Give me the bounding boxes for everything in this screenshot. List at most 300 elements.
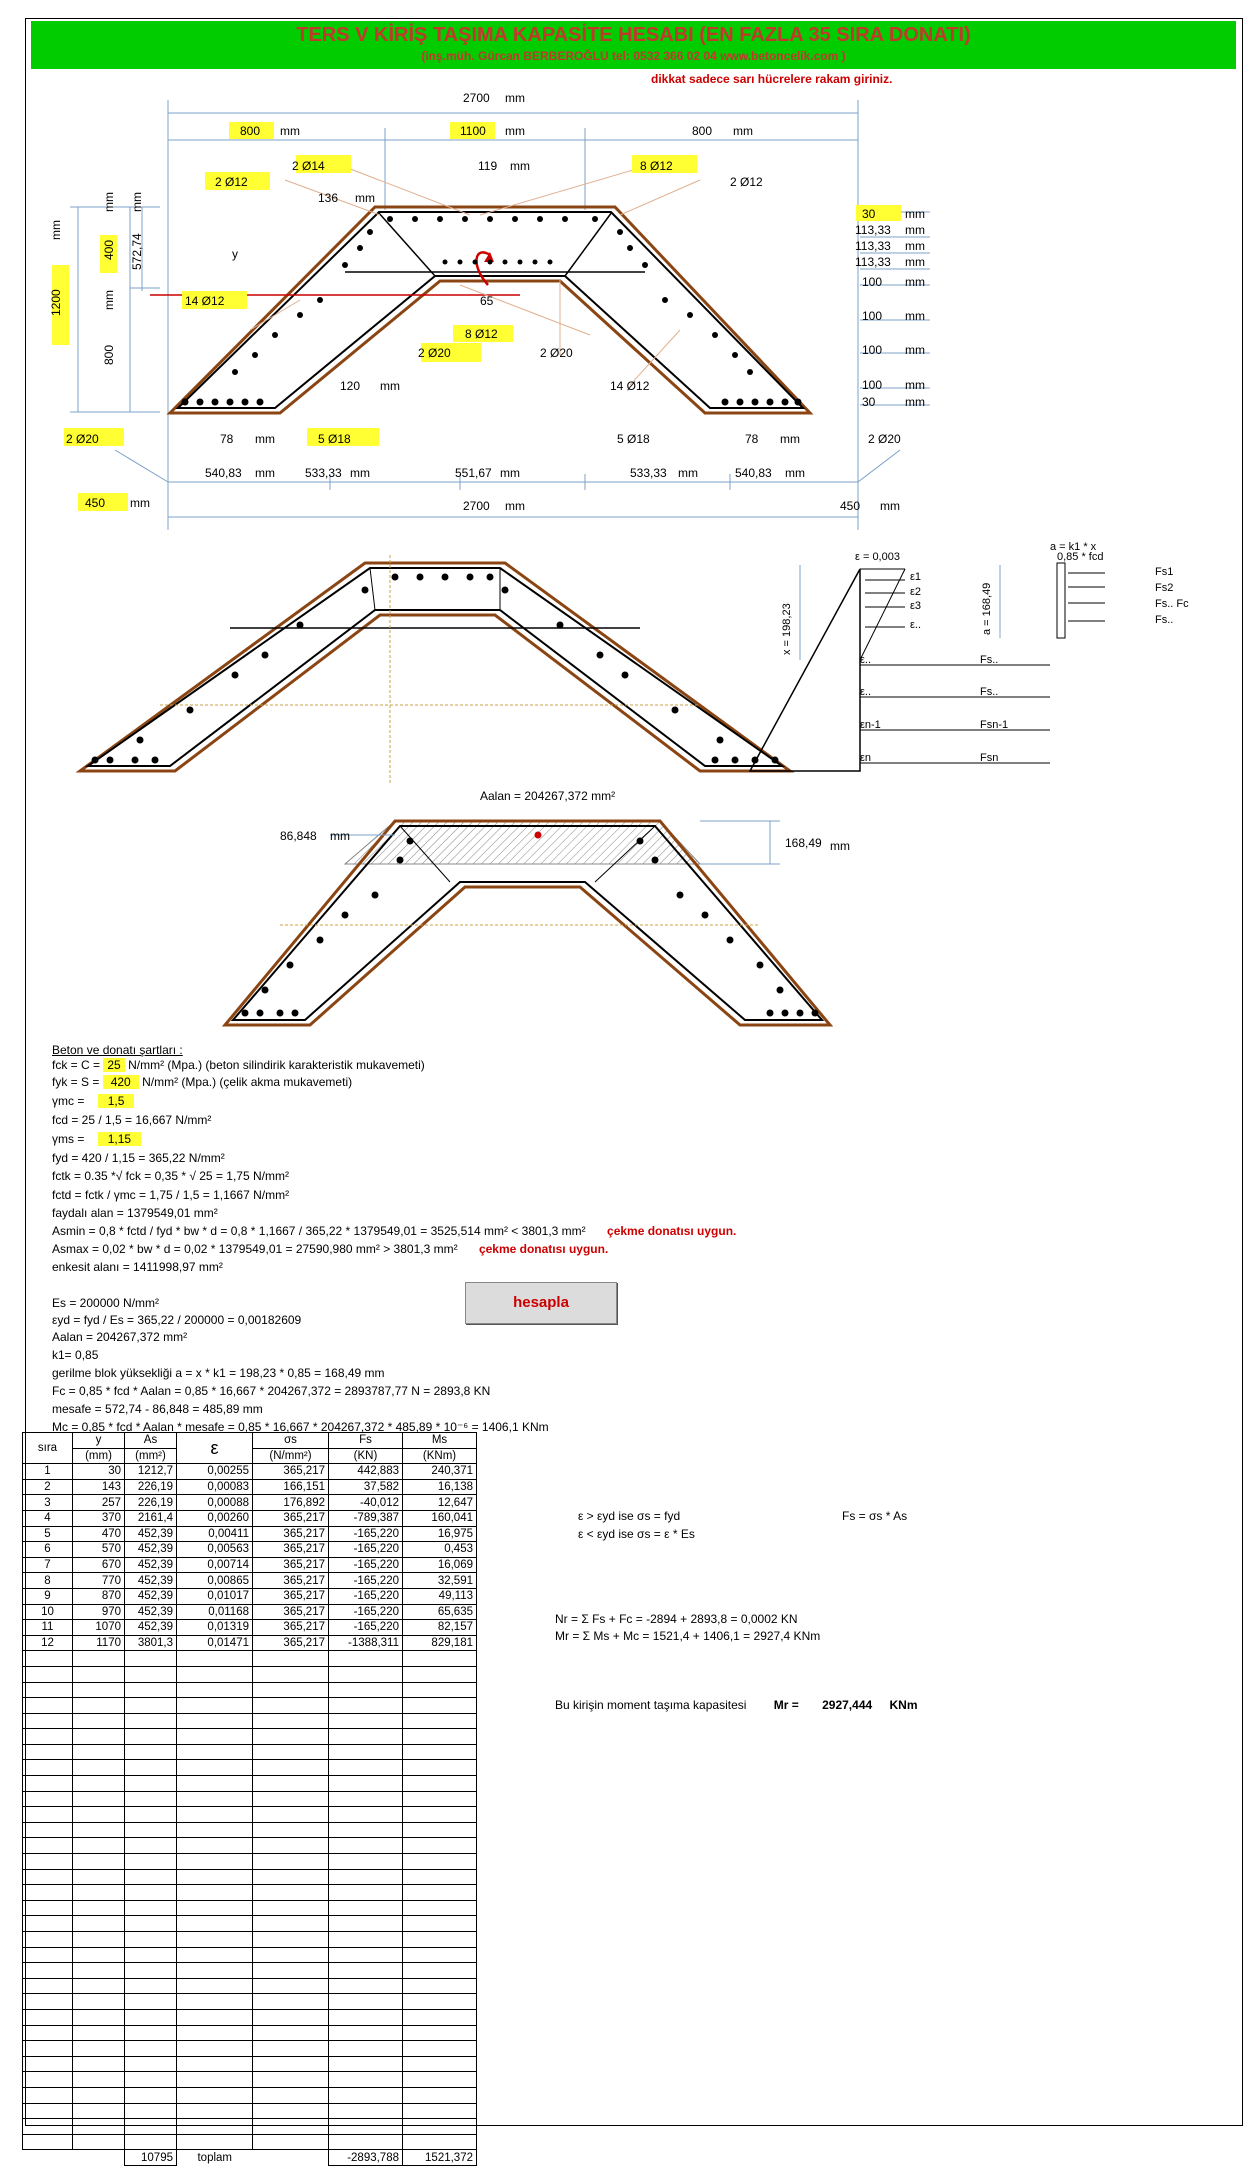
- table-cell: [23, 1885, 73, 1901]
- table-cell: [23, 1666, 73, 1682]
- table-cell: 0,00411: [177, 1526, 253, 1542]
- eyd-row: εyd = fyd / Es = 365,22 / 200000 = 0,00182609: [52, 1313, 302, 1327]
- dim-78b: 78: [745, 432, 759, 446]
- unit-label: mm: [505, 499, 525, 513]
- dim-mid-width: 1100: [460, 124, 486, 138]
- table-cell: -165,220: [329, 1620, 403, 1636]
- fc-row: Fc = 0,85 * fcd * Aalan = 0,85 * 16,667 * 204267,372 = 2893787,77 N = 2893,8 KN: [52, 1384, 491, 1398]
- table-cell: [23, 1978, 73, 1994]
- table-row: [23, 1588, 477, 1604]
- table-cell: [73, 1869, 125, 1885]
- table-cell: [329, 2025, 403, 2041]
- table-cell: 570: [73, 1542, 125, 1558]
- table-cell: 452,39: [125, 1588, 177, 1604]
- force-fsdots: Fs..: [1155, 614, 1174, 626]
- table-cell: [403, 2009, 477, 2025]
- page-title: TERS V KİRİŞ TAŞIMA KAPASİTE HESABI (EN FAZLA 35 SIRA DONATI): [296, 24, 971, 46]
- eps-dots3: ε..: [860, 686, 872, 698]
- unit-y: (mm): [73, 1448, 125, 1464]
- table-row: [23, 1542, 477, 1558]
- table-cell: [73, 1791, 125, 1807]
- table-cell: [125, 1729, 177, 1745]
- table-cell: 1070: [73, 1620, 125, 1636]
- eps-dots2: ε..: [860, 654, 872, 666]
- table-cell: [125, 2056, 177, 2072]
- table-cell: [125, 1869, 177, 1885]
- table-row: [23, 1807, 477, 1823]
- table-cell: [125, 1682, 177, 1698]
- table-cell: [403, 1900, 477, 1916]
- table-cell: 365,217: [253, 1604, 329, 1620]
- label-bottom-left-bars: 2 Ø20: [66, 432, 99, 446]
- table-cell: [23, 2103, 73, 2119]
- table-cell: 11: [23, 1620, 73, 1636]
- total-label: toplam: [197, 2151, 233, 2164]
- label-web-bars: 14 Ø12: [185, 294, 225, 308]
- table-cell: [253, 1682, 329, 1698]
- label-d20b: 2 Ø20: [540, 346, 573, 360]
- table-row: [23, 1729, 477, 1745]
- force-fsn1: Fsn-1: [980, 719, 1009, 731]
- table-cell: [253, 1760, 329, 1776]
- label-eps: ε = 0,003: [855, 551, 900, 563]
- fyk-input[interactable]: 420: [103, 1075, 139, 1089]
- table-cell: [253, 1791, 329, 1807]
- table-cell: [125, 1916, 177, 1932]
- table-cell: [253, 1838, 329, 1854]
- label-x: x = 198,23: [781, 603, 793, 655]
- table-cell: [403, 2103, 477, 2119]
- table-cell: [403, 2056, 477, 2072]
- asmin-row: [52, 1224, 736, 1238]
- label-top-bar-left2: 2 Ø12: [215, 175, 248, 189]
- table-cell: 8: [23, 1573, 73, 1589]
- row-dim-8: 30: [862, 395, 876, 409]
- table-cell: [253, 1885, 329, 1901]
- asmax-row: [52, 1242, 608, 1256]
- table-row: [23, 1869, 477, 1885]
- table-cell: [177, 1978, 253, 1994]
- table-row: [23, 1744, 477, 1760]
- table-cell: [125, 2103, 177, 2119]
- rule-fs: Fs = σs * As: [842, 1509, 908, 1523]
- table-cell: [125, 2041, 177, 2057]
- table-cell: 1212,7: [125, 1464, 177, 1480]
- table-cell: [253, 1947, 329, 1963]
- table-cell: [177, 2119, 253, 2135]
- table-cell: [177, 1900, 253, 1916]
- table-cell: [403, 1791, 477, 1807]
- table-cell: [253, 1822, 329, 1838]
- table-cell: 12,647: [403, 1495, 477, 1511]
- table-cell: [73, 1900, 125, 1916]
- table-cell: [403, 1885, 477, 1901]
- table-cell: [329, 1666, 403, 1682]
- fck-row: [52, 1058, 425, 1072]
- table-cell: 452,39: [125, 1542, 177, 1558]
- gms-input[interactable]: 1,15: [98, 1132, 141, 1146]
- table-row: [23, 1666, 477, 1682]
- table-cell: [177, 1666, 253, 1682]
- unit-label: mm: [505, 91, 525, 105]
- table-cell: 30: [73, 1464, 125, 1480]
- table-cell: [177, 1838, 253, 1854]
- unit-ms: (KNm): [403, 1448, 477, 1464]
- unit-label: mm: [505, 124, 525, 138]
- table-header-row: [23, 1433, 477, 1449]
- table-cell: 0,01017: [177, 1588, 253, 1604]
- table-cell: [125, 1651, 177, 1667]
- table-cell: [125, 1760, 177, 1776]
- table-row: [23, 1526, 477, 1542]
- row-dim-2: 113,33: [855, 239, 891, 253]
- dim-b4: 533,33: [630, 466, 667, 480]
- table-cell: 9: [23, 1588, 73, 1604]
- table-cell: [329, 1791, 403, 1807]
- col-fs: Fs: [329, 1433, 403, 1449]
- table-cell: -165,220: [329, 1604, 403, 1620]
- table-cell: [329, 1947, 403, 1963]
- table-row: [23, 2103, 477, 2119]
- table-cell: [403, 2087, 477, 2103]
- eps-1: ε1: [910, 571, 922, 583]
- table-cell: [177, 1994, 253, 2010]
- table-cell: 12: [23, 1635, 73, 1651]
- final-mr-unit: KNm: [889, 1698, 918, 1712]
- table-cell: [23, 2009, 73, 2025]
- table-cell: [23, 1651, 73, 1667]
- fyd-row: fyd = 420 / 1,15 = 365,22 N/mm²: [52, 1151, 225, 1165]
- force-fsn: Fsn: [980, 752, 999, 764]
- table-cell: [329, 1916, 403, 1932]
- table-cell: [403, 1978, 477, 1994]
- table-cell: [177, 1651, 253, 1667]
- table-cell: [73, 1947, 125, 1963]
- table-cell: 3: [23, 1495, 73, 1511]
- table-cell: 0,00865: [177, 1573, 253, 1589]
- force-fsdots2: Fs..: [980, 654, 999, 666]
- table-cell: [329, 1713, 403, 1729]
- table-cell: 365,217: [253, 1542, 329, 1558]
- table-cell: [403, 1666, 477, 1682]
- table-cell: [253, 1978, 329, 1994]
- table-cell: [177, 1916, 253, 1932]
- unit-sigma: (N/mm²): [253, 1448, 329, 1464]
- unit-fs: (KN): [329, 1448, 403, 1464]
- dim-b1: 540,83: [205, 466, 242, 480]
- table-row: [23, 1854, 477, 1870]
- unit-label: mm: [905, 343, 925, 357]
- col-sigma: σs: [253, 1433, 329, 1449]
- table-row: [23, 1885, 477, 1901]
- table-cell: [23, 1760, 73, 1776]
- table-row: [23, 1620, 477, 1636]
- table-cell: [177, 2103, 253, 2119]
- table-cell: 0,01319: [177, 1620, 253, 1636]
- table-cell: [23, 2025, 73, 2041]
- table-cell: [73, 1760, 125, 1776]
- table-cell: [125, 1947, 177, 1963]
- table-cell: [23, 1822, 73, 1838]
- table-cell: [253, 1698, 329, 1714]
- table-cell: [73, 1978, 125, 1994]
- table-cell: [253, 1932, 329, 1948]
- table-cell: [73, 1713, 125, 1729]
- table-cell: [177, 1682, 253, 1698]
- table-cell: [125, 1963, 177, 1979]
- row-dim-3: 113,33: [855, 255, 891, 269]
- gmc-input[interactable]: 1,5: [98, 1094, 135, 1108]
- table-cell: [329, 2041, 403, 2057]
- fck-input[interactable]: 25: [103, 1058, 124, 1072]
- table-cell: 226,19: [125, 1479, 177, 1495]
- label-mid-bars: 8 Ø12: [465, 327, 498, 341]
- table-cell: [329, 1698, 403, 1714]
- table-cell: [329, 2087, 403, 2103]
- col-ms: Ms: [403, 1433, 477, 1449]
- table-cell: [177, 1932, 253, 1948]
- dim-b5: 540,83: [735, 466, 772, 480]
- table-cell: [177, 2056, 253, 2072]
- table-cell: 257: [73, 1495, 125, 1511]
- dim-right-width: 800: [692, 124, 713, 138]
- table-cell: -40,012: [329, 1495, 403, 1511]
- enkesit-row: enkesit alanı = 1411998,97 mm²: [52, 1260, 223, 1274]
- table-cell: [329, 1978, 403, 1994]
- table-cell: [23, 1854, 73, 1870]
- table-cell: 442,883: [329, 1464, 403, 1480]
- fyk-desc: N/mm² (Mpa.) (çelik akma mukavemeti): [142, 1075, 353, 1089]
- table-cell: [177, 1807, 253, 1823]
- table-cell: 452,39: [125, 1526, 177, 1542]
- col-eps: ε: [177, 1433, 253, 1464]
- table-cell: [403, 1807, 477, 1823]
- table-row: [23, 1916, 477, 1932]
- unit-label: mm: [880, 499, 900, 513]
- calc-heading: Beton ve donatı şartları :: [52, 1043, 183, 1057]
- unit-label: mm: [130, 192, 144, 212]
- table-cell: [329, 1932, 403, 1948]
- table-cell: [253, 1744, 329, 1760]
- table-cell: 829,181: [403, 1635, 477, 1651]
- table-cell: [125, 1698, 177, 1714]
- unit-label: mm: [905, 309, 925, 323]
- table-cell: [403, 1822, 477, 1838]
- total-ms: 1521,372: [403, 2150, 477, 2166]
- table-cell: [403, 1963, 477, 1979]
- asmax-text: Asmax = 0,02 * bw * d = 0,02 * 1379549,01 = 27590,980 mm² > 3801,3 mm²: [52, 1242, 458, 1256]
- table-cell: 0,00563: [177, 1542, 253, 1558]
- table-row: [23, 2041, 477, 2057]
- gms-row: [52, 1132, 141, 1146]
- table-cell: 0,00083: [177, 1479, 253, 1495]
- table-cell: 0,01168: [177, 1604, 253, 1620]
- table-cell: [73, 1651, 125, 1667]
- table-row: [23, 1495, 477, 1511]
- dim-height-1200: 1200: [49, 289, 63, 316]
- table-cell: -165,220: [329, 1526, 403, 1542]
- label-top-bar-left: 2 Ø14: [292, 159, 325, 173]
- table-cell: [329, 1885, 403, 1901]
- table-cell: [23, 2056, 73, 2072]
- table-cell: 452,39: [125, 1557, 177, 1573]
- table-cell: 82,157: [403, 1620, 477, 1636]
- fck-label: fck = C =: [52, 1058, 101, 1072]
- table-cell: [329, 2103, 403, 2119]
- table-cell: 143: [73, 1479, 125, 1495]
- table-cell: [23, 1994, 73, 2010]
- eps-dots: ε..: [910, 619, 922, 631]
- label-d20a: 2 Ø20: [418, 346, 451, 360]
- table-cell: [403, 1729, 477, 1745]
- eps-2: ε2: [910, 586, 922, 598]
- table-cell: [73, 1854, 125, 1870]
- table-cell: 1: [23, 1464, 73, 1480]
- table-cell: [125, 2009, 177, 2025]
- table-cell: 452,39: [125, 1573, 177, 1589]
- strain-diagram: [0, 515, 1251, 795]
- table-cell: [23, 1776, 73, 1792]
- row-dim-4: 100: [862, 275, 883, 289]
- table-cell: [329, 1776, 403, 1792]
- table-cell: [177, 1776, 253, 1792]
- table-row: [23, 2119, 477, 2135]
- table-cell: [329, 1822, 403, 1838]
- label-top-bar-right2: 2 Ø12: [730, 175, 763, 189]
- unit-label: mm: [255, 432, 275, 446]
- table-cell: [329, 1729, 403, 1745]
- table-cell: [125, 1994, 177, 2010]
- unit-label: mm: [49, 220, 63, 240]
- unit-as: (mm²): [125, 1448, 177, 1464]
- table-cell: [23, 1947, 73, 1963]
- total-fs: -2893,788: [329, 2150, 403, 2166]
- table-cell: 365,217: [253, 1620, 329, 1636]
- nr-row: Nr = Σ Fs + Fc = -2894 + 2893,8 = 0,0002 KN: [555, 1612, 798, 1626]
- table-cell: [177, 1963, 253, 1979]
- table-cell: [329, 1682, 403, 1698]
- dim-136: 136: [318, 191, 339, 205]
- table-cell: [177, 1854, 253, 1870]
- unit-label: mm: [280, 124, 300, 138]
- table-cell: 670: [73, 1557, 125, 1573]
- table-cell: [177, 1885, 253, 1901]
- table-cell: [329, 1807, 403, 1823]
- table-cell: [125, 1791, 177, 1807]
- results-table: [22, 1432, 477, 2166]
- unit-label: mm: [905, 207, 925, 221]
- dim-400: 400: [102, 239, 116, 260]
- table-cell: 365,217: [253, 1588, 329, 1604]
- table-cell: -165,220: [329, 1573, 403, 1589]
- label-a: a = 168,49: [981, 582, 993, 635]
- table-cell: [177, 1791, 253, 1807]
- table-cell: [23, 2087, 73, 2103]
- table-cell: 2: [23, 1479, 73, 1495]
- label-bottom-left-18: 5 Ø18: [318, 432, 351, 446]
- table-cell: 365,217: [253, 1526, 329, 1542]
- table-cell: [403, 1932, 477, 1948]
- table-cell: [73, 2009, 125, 2025]
- table-cell: [253, 1729, 329, 1745]
- table-row: [23, 1822, 477, 1838]
- table-cell: [403, 1698, 477, 1714]
- table-cell: [125, 1854, 177, 1870]
- table-cell: 16,975: [403, 1526, 477, 1542]
- table-cell: 49,113: [403, 1588, 477, 1604]
- table-row: [23, 1932, 477, 1948]
- table-cell: [177, 2087, 253, 2103]
- dim-b2: 533,33: [305, 466, 342, 480]
- table-cell: [329, 1869, 403, 1885]
- table-cell: [125, 1932, 177, 1948]
- unit-label: mm: [830, 839, 850, 853]
- table-cell: [73, 2041, 125, 2057]
- table-cell: [403, 1744, 477, 1760]
- table-cell: [403, 1994, 477, 2010]
- table-cell: 32,591: [403, 1573, 477, 1589]
- table-cell: [329, 1900, 403, 1916]
- table-cell: [23, 1713, 73, 1729]
- label-fcd: 0,85 * fcd: [1057, 551, 1104, 563]
- table-cell: 16,069: [403, 1557, 477, 1573]
- table-cell: [125, 1978, 177, 1994]
- fyk-row: [52, 1075, 352, 1089]
- table-cell: 452,39: [125, 1604, 177, 1620]
- table-cell: [73, 1666, 125, 1682]
- table-cell: [253, 2119, 329, 2135]
- table-cell: [23, 1838, 73, 1854]
- table-cell: [403, 1776, 477, 1792]
- table-cell: [73, 2119, 125, 2135]
- table-cell: 2161,4: [125, 1510, 177, 1526]
- table-cell: 452,39: [125, 1620, 177, 1636]
- unit-label: mm: [905, 378, 925, 392]
- table-cell: 0,01471: [177, 1635, 253, 1651]
- hesapla-button[interactable]: hesapla: [465, 1282, 617, 1324]
- table-cell: [329, 2009, 403, 2025]
- table-cell: 240,371: [403, 1464, 477, 1480]
- table-cell: 226,19: [125, 1495, 177, 1511]
- unit-label: mm: [130, 496, 150, 510]
- row-dim-1: 113,33: [855, 223, 891, 237]
- table-row: [23, 1963, 477, 1979]
- table-cell: [177, 1822, 253, 1838]
- table-cell: [403, 2072, 477, 2088]
- final-label: Bu kirişin moment taşıma kapasitesi: [555, 1698, 747, 1712]
- force-fs1: Fs1: [1155, 566, 1174, 578]
- asmin-text: Asmin = 0,8 * fctd / fyd * bw * d = 0,8 * 1,1667 / 365,22 * 1379549,01 = 3525,514 mm² < 3801,3 mm²: [52, 1224, 586, 1238]
- table-cell: [329, 1760, 403, 1776]
- unit-label: mm: [785, 466, 805, 480]
- unit-label: mm: [355, 191, 375, 205]
- table-cell: [253, 1854, 329, 1870]
- table-cell: [125, 2072, 177, 2088]
- table-cell: [329, 1854, 403, 1870]
- unit-label: mm: [102, 290, 116, 310]
- label-bottom-right-18: 5 Ø18: [617, 432, 650, 446]
- table-cell: [177, 1713, 253, 1729]
- unit-label: mm: [380, 379, 400, 393]
- table-row: [23, 1776, 477, 1792]
- es-row: Es = 200000 N/mm²: [52, 1296, 160, 1310]
- table-cell: [253, 2025, 329, 2041]
- table-cell: [177, 2072, 253, 2088]
- table-cell: 770: [73, 1573, 125, 1589]
- table-row: [23, 1510, 477, 1526]
- label-top-bar-right: 8 Ø12: [640, 159, 673, 173]
- fcd-row: fcd = 25 / 1,5 = 16,667 N/mm²: [52, 1113, 212, 1127]
